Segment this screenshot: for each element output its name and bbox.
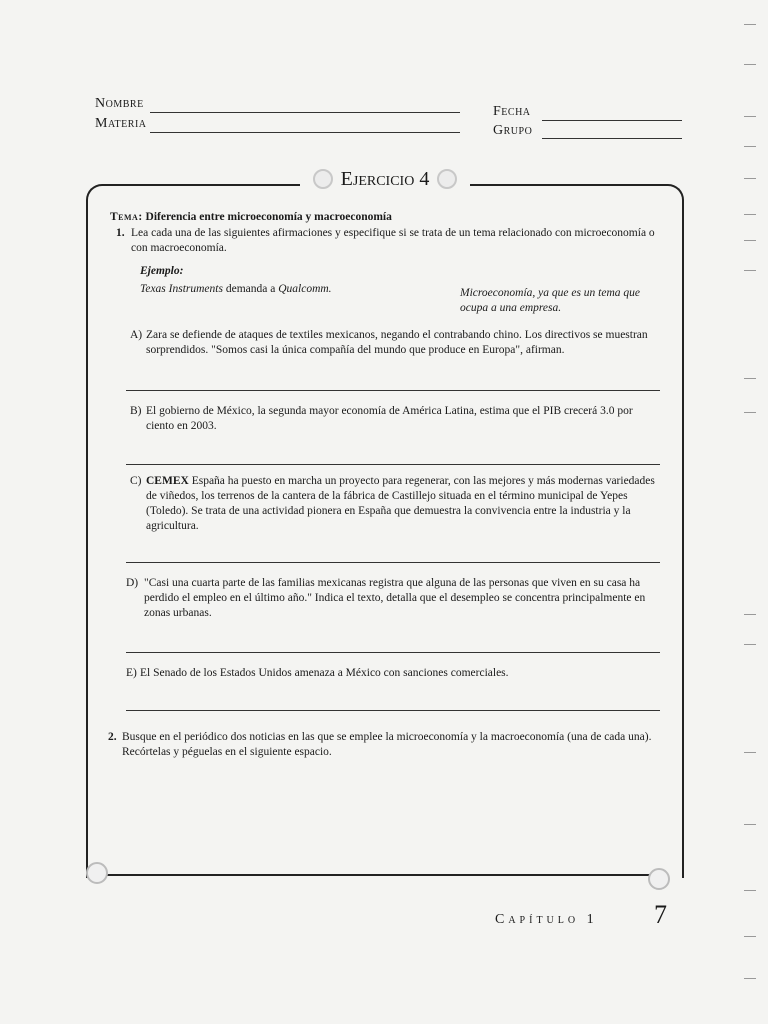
item-d-answer-line[interactable] [126,652,660,653]
example-label: Ejemplo: [140,265,184,277]
example-company-2: Qualcomm. [278,283,332,295]
question-2-text: Busque en el periódico dos noticias en las que se emplee la microeconomía y la macroeconomía (una de cada una). Recórtelas y péguelas en el siguiente espacio. [122,731,652,758]
item-e-text: El Senado de los Estados Unidos amenaza a México con sanciones comerciales. [140,667,509,679]
item-b-answer-line[interactable] [126,464,660,465]
exercise-title-band [300,162,470,196]
question-1-instruction: Lea cada una de las siguientes afirmaciones y especifique si se trata de un tema relacionado con microeconomía o con macroeconomía. [131,227,655,254]
paste-area[interactable] [100,768,666,866]
item-d-text: "Casi una cuarta parte de las familias mexicanas registra que alguna de las personas que viven en su casa ha perdido el empleo en el último año." Indica el texto, detalla que el desempleo se concentra principalmente en zonas urbanas. [144,577,646,619]
corner-ring-icon [648,868,670,890]
item-d-label: D) [126,577,139,589]
page-edge-marks [744,18,758,998]
item-c-answer-line[interactable] [126,562,660,563]
name-field[interactable] [150,112,460,113]
exercise-frame-bottom [96,874,654,876]
subject-field[interactable] [150,132,460,133]
item-e-label: E) [126,667,137,679]
name-label: Nombre [95,96,144,111]
topic-text: Diferencia entre microeconomía y macroeconomía [145,211,392,223]
page-number: 7 [654,900,667,929]
subject-label: Materia [95,116,147,131]
item-c-label: C) [130,475,142,487]
item-a-answer-line[interactable] [126,390,660,391]
item-c-text [146,474,662,534]
item-a-label: A) [130,329,143,341]
item-c-body: España ha puesto en marcha un proyecto para regenerar, con las mejores y más modernas variedades de viñedos, los terrenos de la cantera de la fábrica de Castillejo situada en el término municipal de Yepes (Toledo). Se trata de una actividad pionera en España que demuestra la convivencia entre la industria y la agricultura. [146,475,655,532]
topic-label: Tema: [110,211,143,223]
date-label: Fecha [493,104,531,119]
question-2-number: 2. [108,731,117,743]
group-label: Grupo [493,123,533,138]
example-statement [140,282,440,297]
group-field[interactable] [542,138,682,139]
item-c-company: CEMEX [146,475,189,487]
exercise-title: Ejercicio 4 [340,167,430,190]
ring-ornament-icon [313,169,333,189]
example-answer: Microeconomía, ya que es un tema que ocupa a una empresa. [460,287,641,314]
question-1-number: 1. [116,227,125,239]
chapter-label: Capítulo 1 [495,912,598,927]
date-field[interactable] [542,120,682,121]
item-a-text: Zara se defiende de ataques de textiles mexicanos, negando el contrabando chino. Los directivos se muestran sorprendidos. "Somos casi la única compañía del mundo que produce en Europa", afirman. [146,329,648,356]
item-b-text: El gobierno de México, la segunda mayor economía de América Latina, estima que el PIB crecerá 3.0 por ciento en 2003. [146,405,633,432]
example-verb: demanda a [222,283,279,295]
item-b-label: B) [130,405,142,417]
ring-ornament-icon [437,169,457,189]
topic-line [110,210,670,225]
example-company-1: Texas Instruments [140,283,223,295]
item-e-answer-line[interactable] [126,710,660,711]
